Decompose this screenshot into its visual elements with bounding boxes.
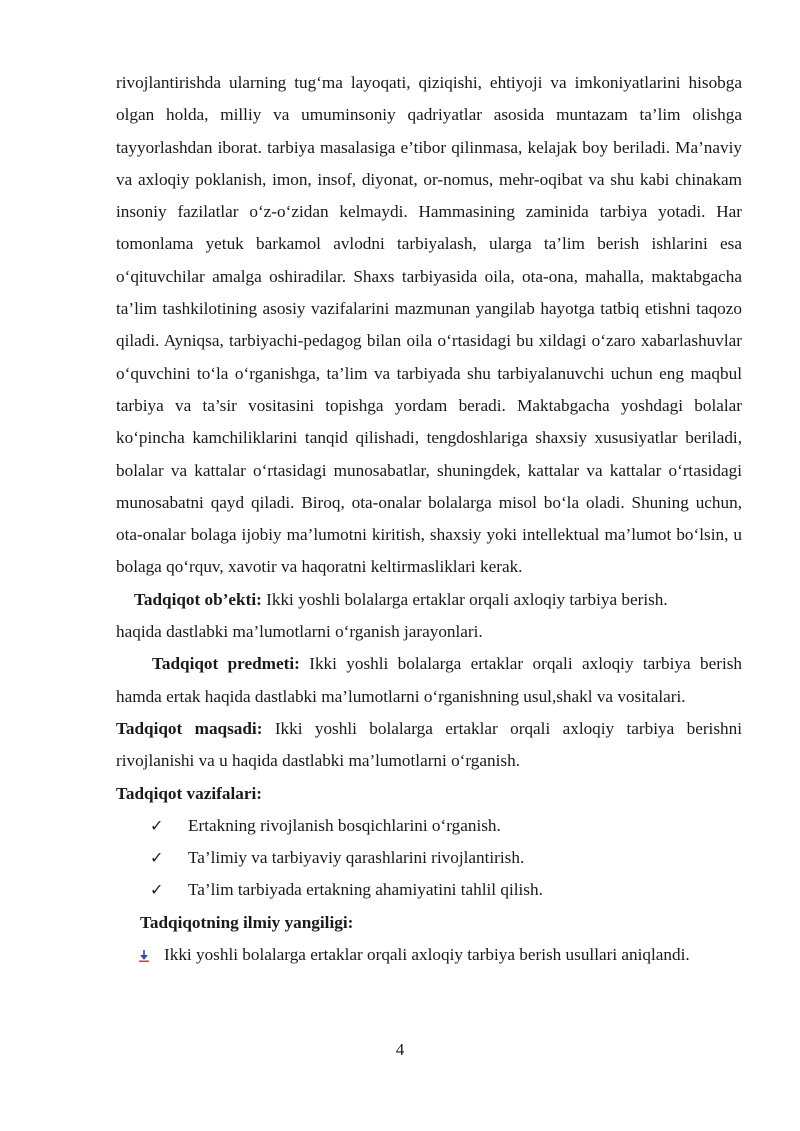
checkmark-icon: ✓ <box>150 815 164 835</box>
page-body <box>116 67 742 971</box>
checkmark-icon: ✓ <box>150 880 164 900</box>
novelty-heading <box>116 907 742 939</box>
list-item <box>116 810 742 842</box>
task-item-text: Ta’limiy va tarbiyaviy qarashlarini rivojlantirish. <box>188 848 525 868</box>
research-tasks-label: Tadqiqot vazifalari: <box>116 783 262 803</box>
research-object-label: Tadqiqot ob’ekti: <box>134 589 262 609</box>
intro-paragraph: rivojlantirishda ularning tug‘ma layoqati, qiziqishi, ehtiyoji va imkoniyatlarini hisobga olgan holda, milliy va umuminsoniy qadriyatlar asosida muntazam ta’lim olishga tayyorlashdan iborat. tarbiya masalasiga e’tibor qilinmasa, kelajak boy beriladi. Ma’naviy va axloqiy poklanish, imon, insof, diyonat, or-nomus, mehr-oqibat va shu kabi chinakam insoniy fazilatlar o‘z-o‘zidan kelmaydi. Hammasining zaminida tarbiya yotadi. Har tomonlama yetuk barkamol avlodni tarbiyalash, ularga ta’lim berish ishlarini esa o‘qituvchilar amalga oshiradilar. Shaxs tarbiyasida oila, ota-ona, mahalla, maktabgacha ta’lim tashkilotining asosiy vazifalarini mazmunan yangilab hayotga tatbiq etishni taqozo qiladi. Ayniqsa, tarbiyachi-pedagog bilan oila o‘rtasidagi bu xildagi o‘zaro xabarlashuvlar o‘quvchini to‘la o‘rganishga, ta’lim va tarbiyada shu tarbiyalanuvchi uchun eng maqbul tarbiya va ta’sir vositasini topishga yordam beradi. Maktabgacha yoshdagi bolalar ko‘pincha kamchiliklarini tanqid qilishadi, tengdoshlariga shaxsiy xususiyatlar beriladi, bolalar va kattalar o‘rtasidagi munosabatlar, shuningdek, kattalar va kattalar o‘rtasidagi munosabatni qayd qiladi. Biroq, ota-onalar bolalarga misol bo‘la oladi. Shuning uchun, ota-onalar bolaga ijobiy ma’lumotni kiritish, shaxsiy yoki intellektual ma’lumot bo‘lsin, u bolaga qo‘rquv, xavotir va haqoratni keltirmasliklari kerak. <box>116 73 742 577</box>
research-tasks-heading <box>116 778 742 810</box>
list-item <box>116 939 742 971</box>
task-item-text: Ta’lim tarbiyada ertakning ahamiyatini tahlil qilish. <box>188 880 543 900</box>
research-goal-text: Ikki yoshli bolalarga ertaklar orqali axloqiy tarbiya berishni rivojlanishi va u haqida dastlabki ma’lumotlarni o‘rganish. <box>116 718 742 771</box>
task-item-text: Ertakning rivojlanish bosqichlarini o‘rganish. <box>188 815 501 835</box>
research-object <box>116 584 742 616</box>
research-subject-text: Ikki yoshli bolalarga ertaklar orqali axloqiy tarbiya berish hamda ertak haqida dastlabki ma’lumotlarni o‘rganishning usul,shakl va vositalari. <box>116 654 742 706</box>
research-subject <box>116 648 742 713</box>
checkmark-icon: ✓ <box>150 848 164 868</box>
list-item <box>116 874 742 906</box>
novelty-item-text: Ikki yoshli bolalarga ertaklar orqali axloqiy tarbiya berish usullari aniqlandi. <box>164 945 690 965</box>
research-subject-label: Tadqiqot predmeti: <box>152 654 300 674</box>
research-object-continuation: haqida dastlabki ma’lumotlarni o‘rganish jarayonlari. <box>116 622 483 642</box>
page-number: 4 <box>395 1040 405 1059</box>
research-goal-label: Tadqiqot maqsadi: <box>116 718 263 738</box>
research-object-text: Ikki yoshli bolalarga ertaklar orqali axloqiy tarbiya berish. <box>261 589 668 609</box>
arrow-bullet-icon <box>138 950 150 962</box>
research-goal <box>116 713 742 778</box>
list-item <box>116 842 742 874</box>
task-list <box>116 810 742 907</box>
novelty-label: Tadqiqotning ilmiy yangiligi: <box>140 912 354 932</box>
